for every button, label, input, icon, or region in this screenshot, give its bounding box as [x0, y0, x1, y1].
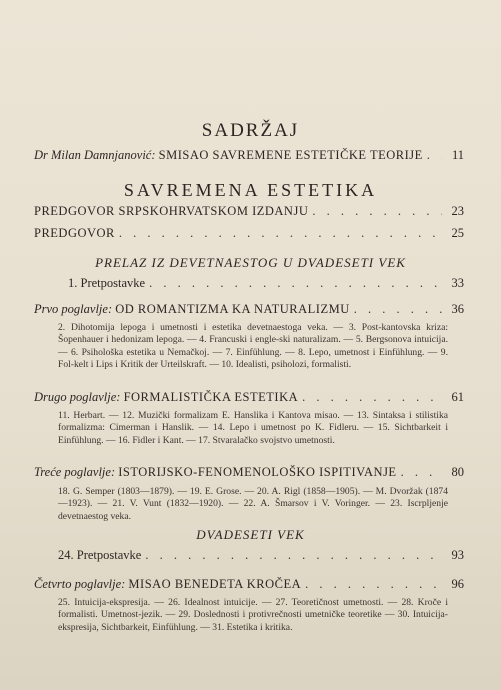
chapter-label: Drugo poglavlje: [34, 390, 121, 404]
entry-page: 80 [451, 465, 464, 479]
entry-title: SMISAO SAVREMENE ESTETIČKE TEORIJE [158, 148, 423, 162]
entry-page: 33 [451, 276, 464, 290]
chapter-2-summary: 11. Herbart. — 12. Muzički formalizam E. Hanslika i Kantova misao. — 13. Sintaksa i stilistika formalizma: Cimerman i Hanslik. — 14. Lepo i umetnost po K. Fidleru. — 15. Sichtbarkeit i Einfühlung. — 16. Fidler i Kant. — 17. Stvaralačko svojstvo umetnosti. [58, 410, 448, 446]
leader-dots [305, 577, 442, 592]
entry-page: 23 [451, 204, 464, 218]
toc-entry-pretpostavke-24[interactable] [58, 548, 464, 563]
entry-page: 11 [451, 148, 464, 162]
entry-title: 1. Pretpostavke [68, 276, 146, 290]
entry-author: Dr Milan Damnjanović: [34, 148, 156, 162]
leader-dots [312, 204, 442, 219]
subsection-heading-dvadeseti: DVADESETI VEK [196, 527, 305, 542]
leader-dots [145, 548, 442, 563]
toc-entry-predgovor[interactable] [34, 226, 464, 241]
leader-dots [354, 302, 442, 317]
subsection-heading-prelaz: PRELAZ IZ DEVETNAESTOG U DVADESETI VEK [95, 255, 406, 270]
leader-dots [401, 465, 442, 480]
chapter-title: FORMALISTIČKA ESTETIKA [123, 390, 299, 404]
entry-title: PREDGOVOR [34, 226, 115, 240]
chapter-title: OD ROMANTIZMA KA NATURALIZMU [115, 302, 350, 316]
toc-entry-pretpostavke-1[interactable] [68, 276, 464, 291]
toc-entry-chapter-4[interactable] [34, 577, 464, 592]
chapter-label: Četvrto poglavlje: [34, 577, 126, 591]
leader-dots [302, 390, 442, 405]
chapter-title: MISAO BENEDETA KROČEA [128, 577, 302, 591]
entry-page: 96 [451, 577, 464, 591]
contents-heading: SADRŽAJ [201, 120, 300, 141]
entry-title: PREDGOVOR SRPSKOHRVATSKOM IZDANJU [34, 204, 309, 218]
chapter-title: ISTORIJSKO-FENOMENOLOŠKO ISPITIVANJE [118, 465, 397, 479]
toc-entry-chapter-2[interactable] [34, 390, 464, 405]
chapter-4-summary: 25. Intuicija-ekspresija. — 26. Idealnost intuicije. — 27. Teoretičnost umetnosti. — 28. Kroče i formalisti. Umetnost-jezik. — 29. Doslednosti i protivrečnosti umetničke teoretike — 30. Intuicija-ekspresija, Sichtbarkeit, Einfühlung. — 31. Estetika i kritika. [58, 597, 448, 633]
entry-page: 93 [451, 548, 464, 562]
entry-page: 36 [451, 302, 464, 316]
entry-title: 24. Pretpostavke [58, 548, 142, 562]
section-heading-savremena: SAVREMENA ESTETIKA [123, 180, 378, 200]
entry-page: 25 [451, 226, 464, 240]
toc-entry-chapter-3[interactable] [34, 465, 464, 480]
leader-dots [119, 226, 442, 241]
toc-entry-damnjanovic[interactable] [34, 148, 464, 163]
toc-entry-chapter-1[interactable] [34, 302, 464, 317]
chapter-label: Prvo poglavlje: [34, 302, 113, 316]
chapter-1-summary: 2. Dihotomija lepoga i umetnosti i estetika devetnaestoga veka. — 3. Post-kantovska kriza: Šopenhauer i hedonizam lepoga. — 4. Francuski i engle-ski naturalizam. — 5. Bergsonova intuicija. — 6. Psihološka estetika u Nemačkoj. — 7. Einfühlung. — 8. Lepo, umetnost i Einfühlung. — 9. Fol-kelt i Lips i Kritik der Urteilskraft. — 10. Idealisti, psiholozi, formalisti. [58, 322, 448, 371]
chapter-label: Treće poglavlje: [34, 465, 116, 479]
leader-dots [149, 276, 442, 291]
entry-page: 61 [451, 390, 464, 404]
leader-dots [427, 148, 442, 163]
toc-entry-predgovor-srp[interactable] [34, 204, 464, 219]
chapter-3-summary: 18. G. Semper (1803—1879). — 19. E. Grose. — 20. A. Rigl (1858—1905). — M. Dvoržak (1874—1923). — 21. V. Vunt (1832—1920). — 22. A. Šmarsov i V. Voringer. — 23. Iscrpljenje devetnaestog veka. [58, 486, 448, 522]
